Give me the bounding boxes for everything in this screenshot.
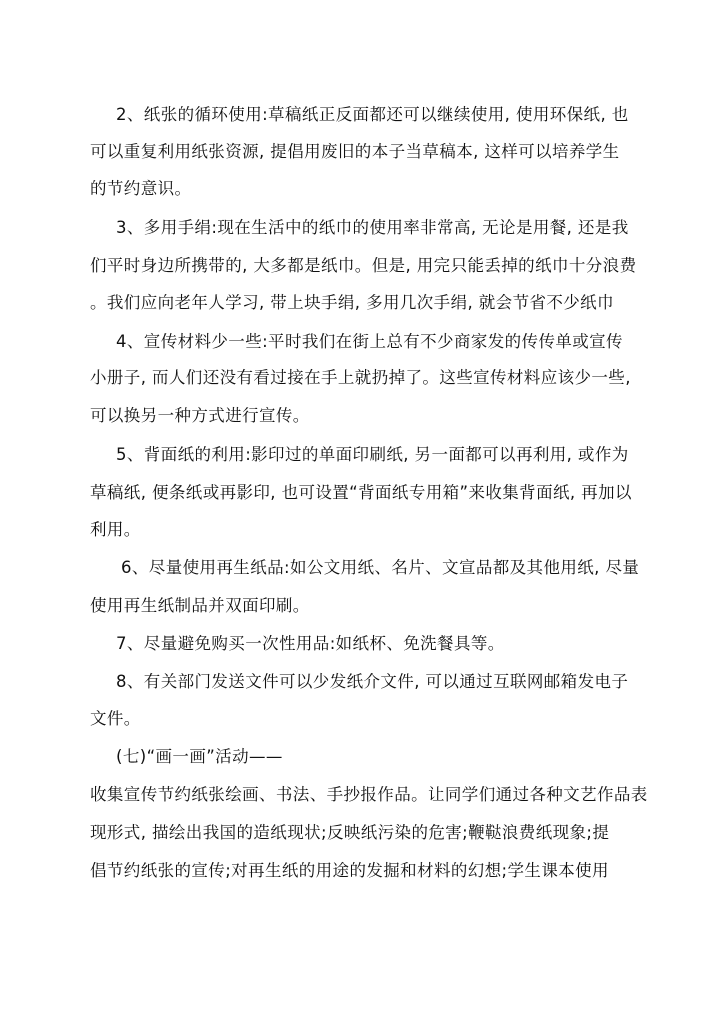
section-heading: (七)“画一画”活动—— [116,747,283,766]
text-line: 草稿纸, 便条纸或再影印, 也可设置“背面纸专用箱”来收集背面纸, 再加以 [90,483,632,502]
text-line: 4、宣传材料少一些:平时我们在街上总有不少商家发的传传单或宣传 [116,332,623,351]
text-line: 3、多用手绢:现在生活中的纸巾的使用率非常高, 无论是用餐, 还是我 [116,218,629,237]
text-line: 文件。 [90,709,141,728]
text-line: 现形式, 描绘出我国的造纸现状;反映纸污染的危害;鞭鞑浪费纸现象;提 [90,823,610,842]
text-line: 们平时身边所携带的, 大多都是纸巾。但是, 用完只能丢掉的纸巾十分浪费 [90,256,637,275]
text-line: 2、纸张的循环使用:草稿纸正反面都还可以继续使用, 使用环保纸, 也 [116,105,629,124]
text-line: 使用再生纸制品并双面印刷。 [90,596,310,615]
text-line: 5、背面纸的利用:影印过的单面印刷纸, 另一面都可以再利用, 或作为 [116,445,629,464]
text-line: 7、尽量避免购买一次性用品:如纸杯、免洗餐具等。 [116,634,505,653]
text-line: 可以换另一种方式进行宣传。 [90,406,310,425]
text-line: 收集宣传节约纸张绘画、书法、手抄报作品。让同学们通过各种文艺作品表 [90,785,648,804]
text-line: 倡节约纸张的宣传;对再生纸的用途的发掘和材料的幻想;学生课本使用 [90,861,609,880]
text-line: 。我们应向老年人学习, 带上块手绢, 多用几次手绢, 就会节省不少纸巾 [90,293,614,312]
text-line: 6、尽量使用再生纸品:如公文用纸、名片、文宣品都及其他用纸, 尽量 [121,558,640,577]
text-line: 的节约意识。 [90,179,192,198]
text-line: 可以重复利用纸张资源, 提倡用废旧的本子当草稿本, 这样可以培养学生 [90,142,620,161]
text-line: 利用。 [90,520,141,539]
text-line: 小册子, 而人们还没有看过接在手上就扔掉了。这些宣传材料应该少一些, [90,368,631,387]
text-line: 8、有关部门发送文件可以少发纸介文件, 可以通过互联网邮箱发电子 [116,672,629,691]
